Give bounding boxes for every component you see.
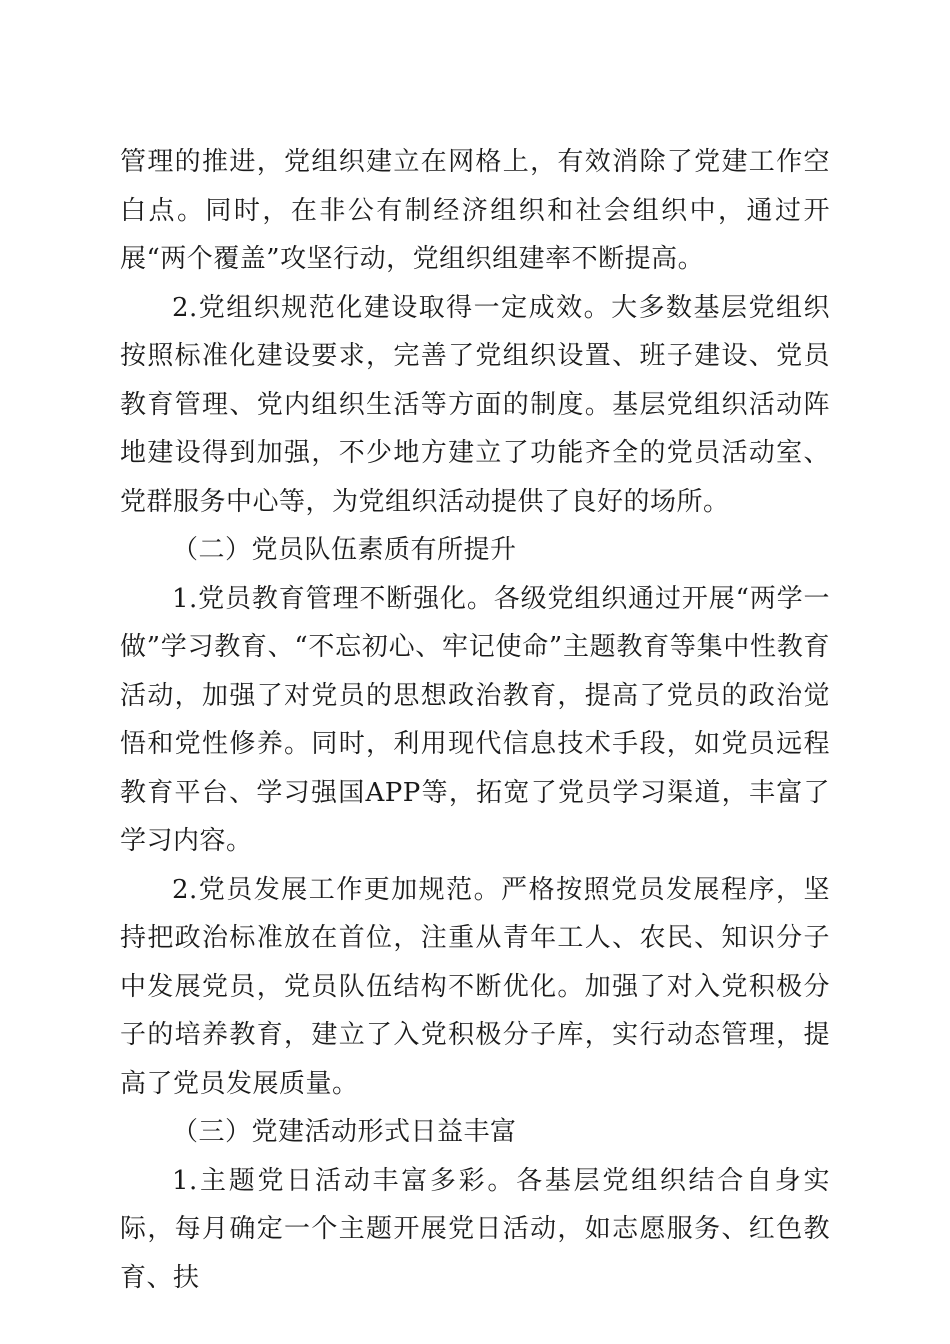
paragraph-theme-party-day: 1.主题党日活动丰富多彩。各基层党组织结合自身实际，每月确定一个主题开展党日活动，如志愿服务、红色教育、扶 xyxy=(120,1165,830,1293)
paragraph-member-development: 2.党员发展工作更加规范。严格按照党员发展程序，坚持把政治标准放在首位，注重从青年工人、农民、知识分子中发展党员，党员队伍结构不断优化。加强了对入党积极分子的培养教育，建立了入党积极分子库，实行动态管理，提高了党员发展质量。 xyxy=(120,874,830,1099)
paragraph-organization-standardization: 2.党组织规范化建设取得一定成效。大多数基层党组织按照标准化建设要求，完善了党组织设置、班子建设、党员教育管理、党内组织生活等方面的制度。基层党组织活动阵地建设得到加强，不少地方建立了功能齐全的党员活动室、党群服务中心等，为党组织活动提供了良好的场所。 xyxy=(120,292,830,517)
section-heading-activity-forms: （三）党建活动形式日益丰富 xyxy=(172,1117,517,1147)
section-heading-member-quality: （二）党员队伍素质有所提升 xyxy=(172,535,517,565)
paragraph-continuation: 管理的推进，党组织建立在网格上，有效消除了党建工作空白点。同时，在非公有制经济组织和社会组织中，通过开展“两个覆盖”攻坚行动，党组织组建率不断提高。 xyxy=(120,147,830,274)
document-body xyxy=(120,138,830,1302)
paragraph-member-education: 1.党员教育管理不断强化。各级党组织通过开展“两学一做”学习教育、“不忘初心、牢记使命”主题教育等集中性教育活动，加强了对党员的思想政治教育，提高了党员的政治觉悟和党性修养。同时，利用现代信息技术手段，如党员远程教育平台、学习强国APP等，拓宽了党员学习渠道，丰富了学习内容。 xyxy=(120,583,830,856)
